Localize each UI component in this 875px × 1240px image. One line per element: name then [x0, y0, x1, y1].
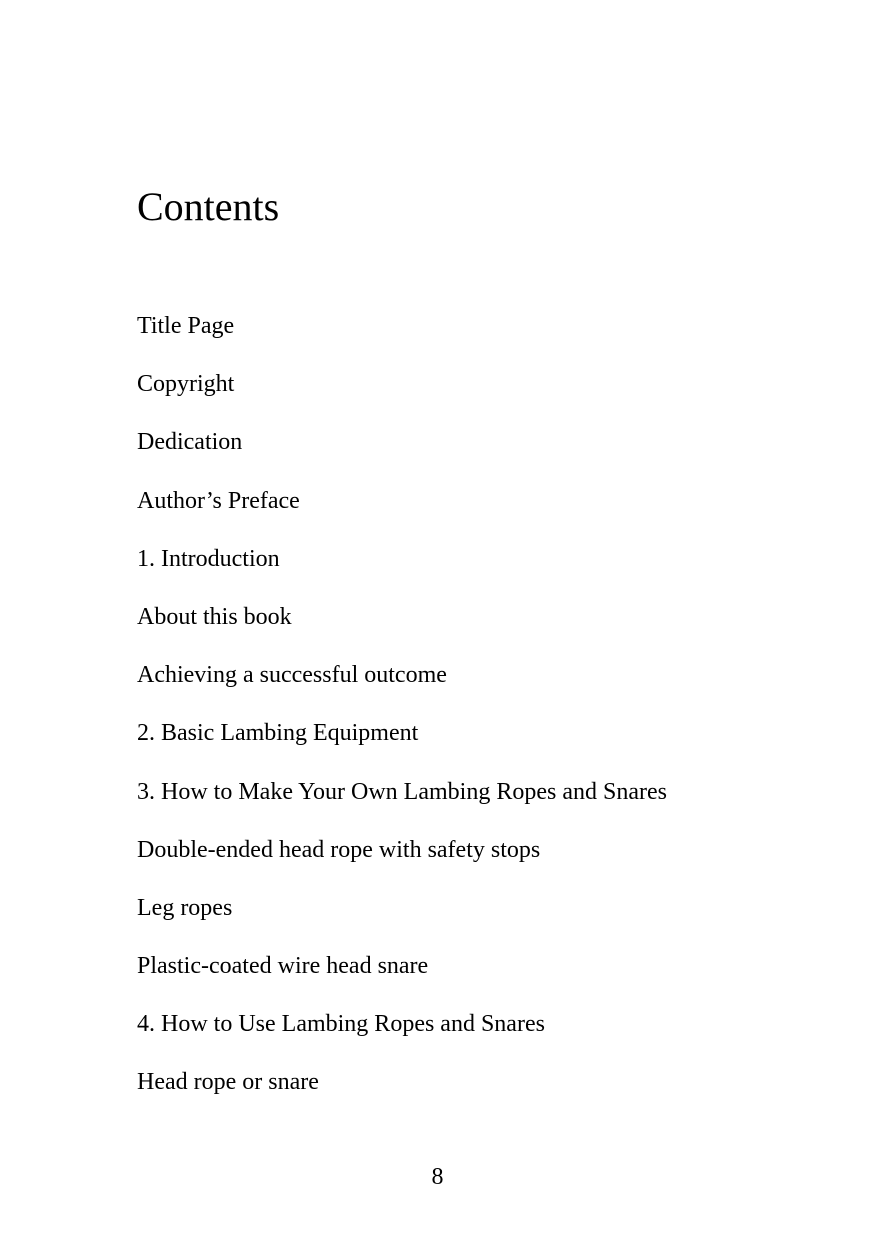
page-title: Contents: [137, 184, 280, 229]
toc-entry-title-page[interactable]: Title Page: [137, 313, 235, 339]
table-of-contents: [137, 309, 667, 1124]
toc-entry-head-rope-or-snare[interactable]: Head rope or snare: [137, 1069, 319, 1096]
toc-entry-introduction[interactable]: 1. Introduction: [137, 545, 280, 572]
toc-entry-authors-preface[interactable]: Author’s Preface: [137, 487, 300, 514]
toc-entry-copyright[interactable]: Copyright: [137, 371, 235, 398]
toc-entry-use-ropes-and-snares[interactable]: 4. How to Use Lambing Ropes and Snares: [137, 1011, 545, 1038]
toc-entry-basic-lambing-equipment[interactable]: 2. Basic Lambing Equipment: [137, 720, 419, 747]
toc-entry-make-ropes-and-snares[interactable]: 3. How to Make Your Own Lambing Ropes and Snares: [137, 778, 667, 805]
toc-entry-wire-head-snare[interactable]: Plastic-coated wire head snare: [137, 953, 429, 980]
toc-entry-about-this-book[interactable]: About this book: [137, 603, 292, 630]
toc-entry-dedication[interactable]: Dedication: [137, 429, 243, 456]
toc-entry-leg-ropes[interactable]: Leg ropes: [137, 894, 233, 921]
toc-entry-successful-outcome[interactable]: Achieving a successful outcome: [137, 662, 447, 689]
toc-entry-double-ended-head-rope[interactable]: Double-ended head rope with safety stops: [137, 836, 541, 863]
page-number: 8: [431, 1164, 444, 1190]
